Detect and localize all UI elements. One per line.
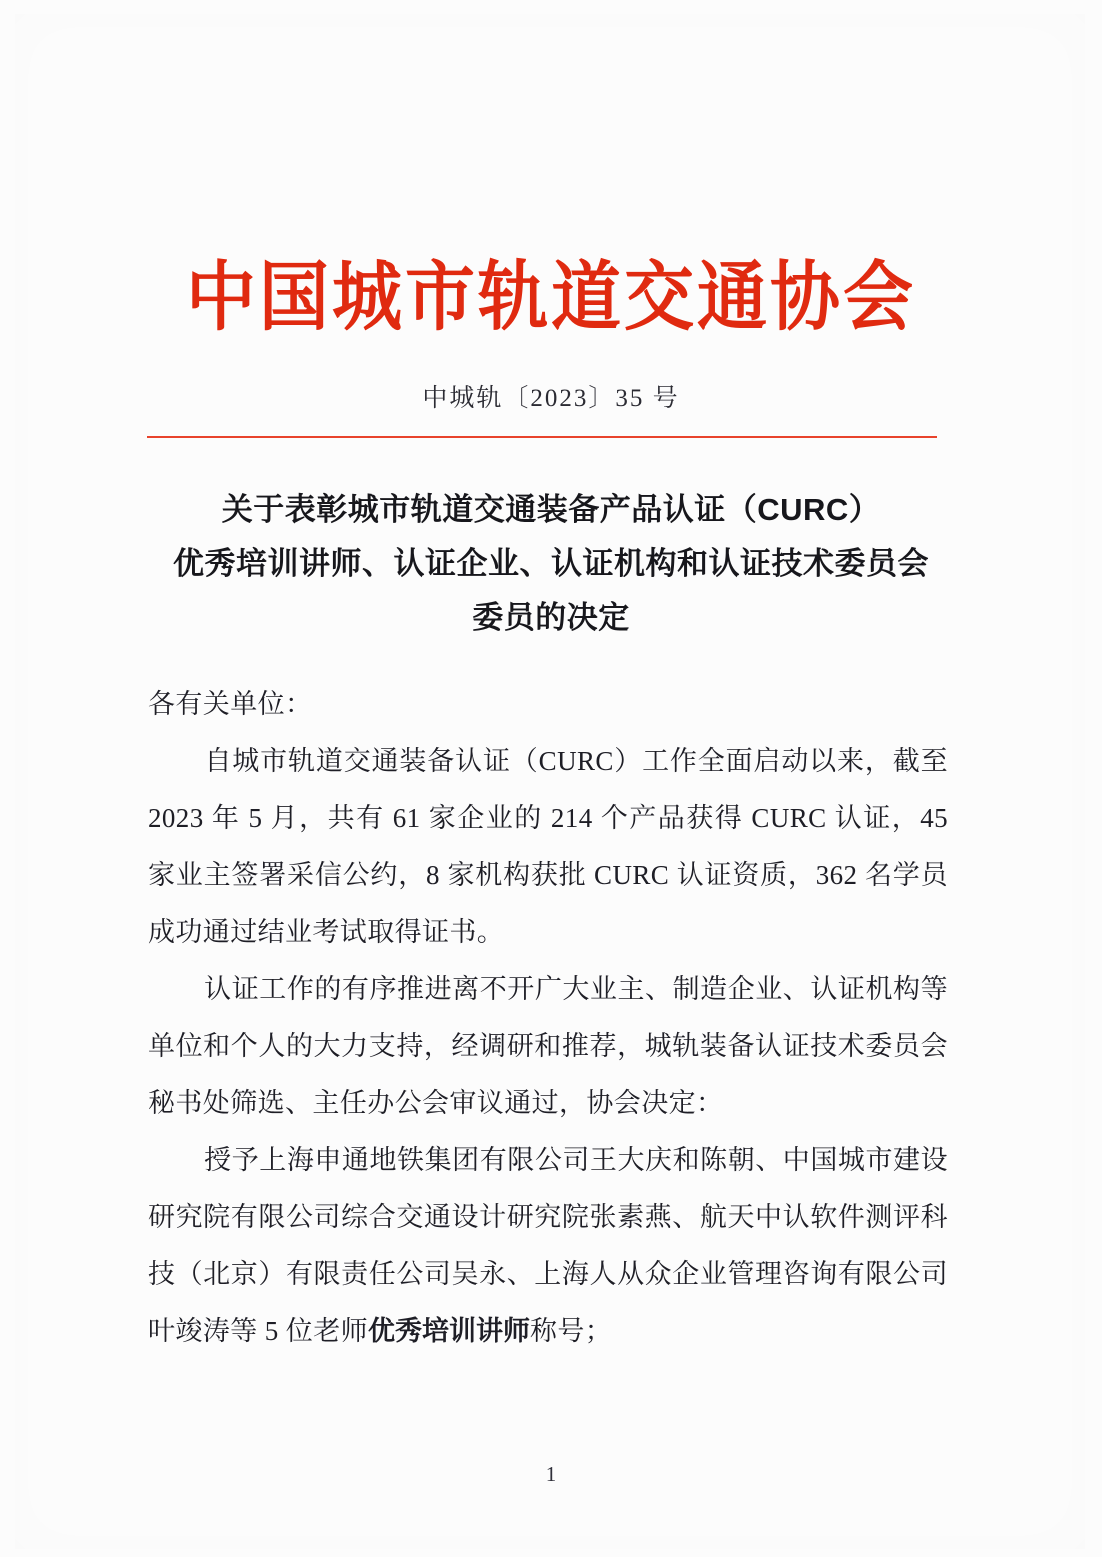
document-body xyxy=(148,676,948,1360)
header-divider-rule xyxy=(147,436,937,438)
salutation: 各有关单位： xyxy=(148,689,313,719)
title-line-2: 优秀培训讲师、认证企业、认证机构和认证技术委员会 xyxy=(173,546,929,581)
award-paragraph xyxy=(148,1132,948,1360)
document-number: 中城轨〔2023〕35 号 xyxy=(422,385,680,412)
body-paragraph-2-text: 认证工作的有序推进离不开广大业主、制造企业、认证机构等单位和个人的大力支持，经调研和推荐，城轨装备认证技术委员会秘书处筛选、主任办公会审议通过，协会决定： xyxy=(148,974,948,1118)
masthead xyxy=(0,254,1102,339)
award-suffix-text: 称号； xyxy=(530,1316,613,1346)
page-number: 1 xyxy=(545,1462,557,1486)
page-title xyxy=(148,483,954,645)
title-line-3: 委员的决定 xyxy=(472,600,630,635)
title-line-1: 关于表彰城市轨道交通装备产品认证（CURC） xyxy=(221,492,881,527)
issuing-organization-title: 中国城市轨道交通协会 xyxy=(186,254,916,339)
body-paragraph-1 xyxy=(148,733,948,961)
award-title-emphasis: 优秀培训讲师 xyxy=(368,1316,530,1346)
body-paragraph-2 xyxy=(148,961,948,1132)
award-recipients-text: 授予上海申通地铁集团有限公司王大庆和陈朝、中国城市建设研究院有限公司综合交通设计研究院张素燕、航天中认软件测评科技（北京）有限责任公司吴永、上海人从众企业管理咨询有限公司叶竣涛等 5 位老师 xyxy=(148,1145,948,1346)
body-paragraph-1-text: 自城市轨道交通装备认证（CURC）工作全面启动以来，截至 2023 年 5 月，共有 61 家企业的 214 个产品获得 CURC 认证，45 家业主签署采信公约，8 家机构获批 CURC 认证资质，362 名学员成功通过结业考试取得证书。 xyxy=(148,746,948,947)
